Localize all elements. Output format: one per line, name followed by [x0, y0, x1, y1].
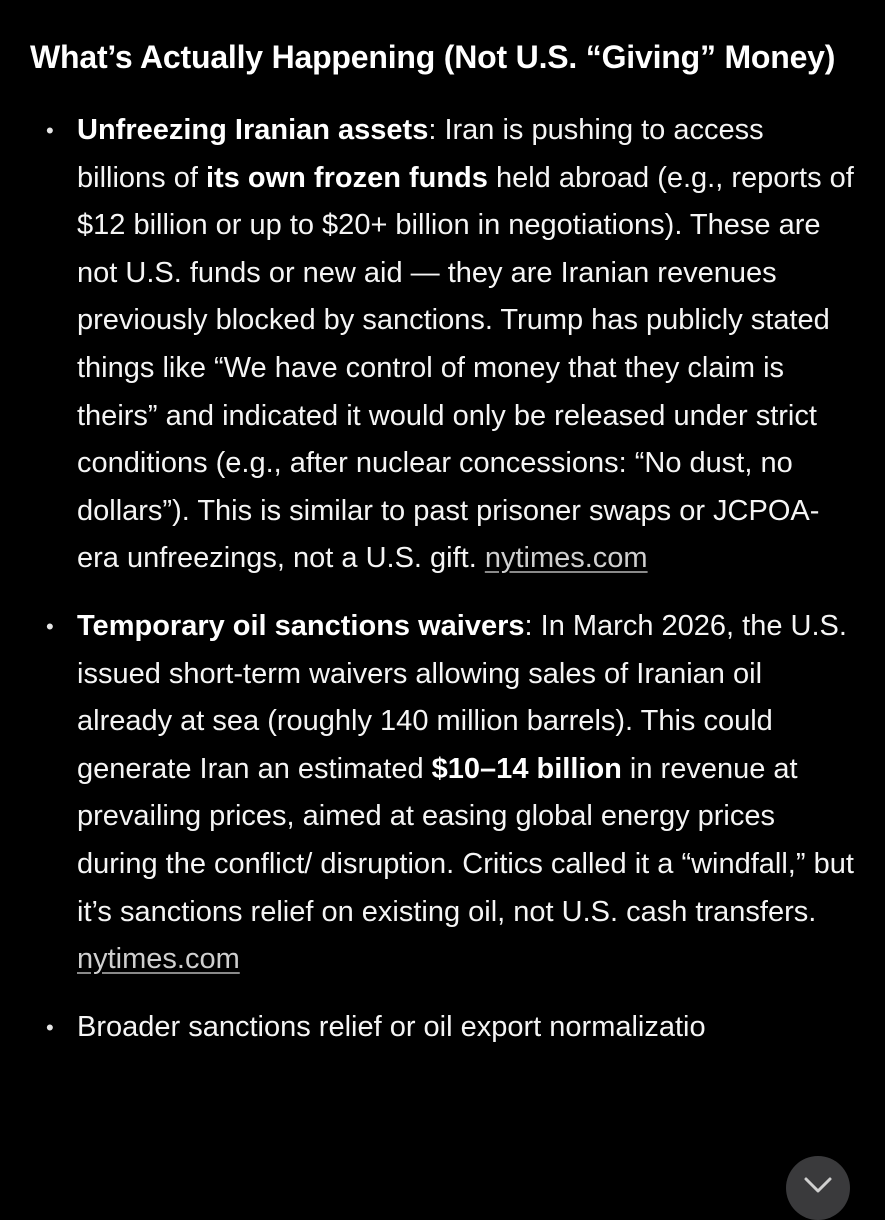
section-heading: What’s Actually Happening (Not U.S. “Giving” Money) [30, 39, 836, 75]
bullet-icon: • [46, 118, 54, 143]
bullet-text: held abroad (e.g., reports of $12 billion or up to $20+ billion in negotiations). These are not U.S. funds or new aid — they are Iranian revenues previously blocked by sanctions. Trump has publicly stated things like “We have control of money that they claim is theirs” and indicated it would only be released under strict conditions (e.g., after nuclear concessions: “No dust, no dollars”). This is similar to past prisoner swaps or JCPOA-era unfreezings, not a U.S. gift. [77, 161, 854, 575]
bullet-text: in revenue at prevailing prices, aimed at easing global energy prices during the conflict/ disruption. Critics called it a “windfall,” but it’s sanctions relief on existing oil, not U.S. cash transfers. [77, 752, 854, 928]
list-item [30, 107, 860, 583]
source-link-nytimes[interactable]: nytimes.com [484, 542, 648, 575]
bullet-text: : Iran is pushing to access billions of [77, 114, 764, 194]
source-link-nytimes[interactable]: nytimes.com [77, 943, 240, 976]
bullet-title: Unfreezing Iranian assets [77, 114, 429, 146]
bullet-list [30, 107, 860, 1051]
scroll-down-button[interactable] [786, 1156, 850, 1220]
article-content [30, 34, 860, 1071]
bullet-icon: • [46, 613, 54, 639]
bullet-text: Broader sanctions relief or oil export normalizatio [77, 1010, 706, 1043]
bullet-title: Temporary oil sanctions waivers [77, 609, 525, 642]
bullet-emphasis: its own frozen funds [205, 161, 488, 194]
list-item [30, 1004, 860, 1052]
bullet-text: : In March 2026, the U.S. issued short-term waivers allowing sales of Iranian oil already at sea (roughly 140 million barrels). This could generate Iran an estimated [77, 609, 847, 785]
chevron-down-icon [803, 1176, 833, 1194]
list-item [30, 603, 860, 984]
bullet-icon: • [46, 1014, 54, 1040]
bullet-emphasis: $10–14 billion [431, 752, 622, 785]
